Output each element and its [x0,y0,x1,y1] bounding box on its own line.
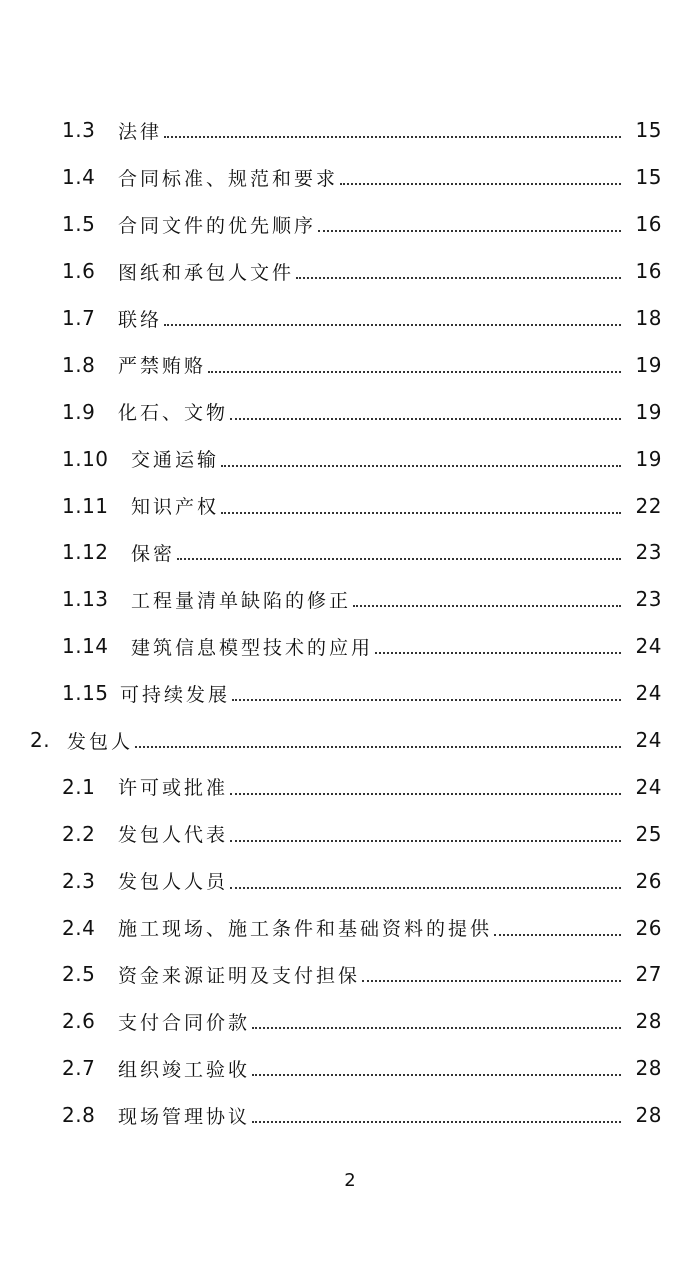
toc-entry-page: 27 [635,962,662,987]
dot-leader [230,418,621,420]
dot-leader [164,324,621,326]
toc-entry-title: 交通运输 [131,449,220,472]
toc-entry-page: 19 [635,399,662,424]
dot-leader [135,746,621,748]
toc-entry-1-8[interactable] [0,341,700,388]
dot-leader [232,699,621,701]
dot-leader [252,1027,621,1029]
toc-entry-title: 组织竣工验收 [118,1058,251,1081]
toc-entry-title: 合同标准、规范和要求 [118,167,339,190]
toc-entry-number: 2.2 [62,821,96,846]
toc-entry-number: 2.3 [62,868,96,893]
toc-entry-1-13[interactable] [0,576,700,623]
toc-entry-number: 1.6 [62,259,96,284]
toc-entry-title: 施工现场、施工条件和基础资料的提供 [118,918,493,941]
toc-entry-2-2[interactable] [0,810,700,857]
toc-entry-page: 19 [635,352,662,377]
toc-entry-number: 1.7 [62,306,96,330]
dot-leader [208,371,621,373]
toc-entry-title: 法律 [118,120,163,143]
toc-entry-2-8[interactable] [0,1092,700,1139]
toc-entry-number: 1.13 [62,587,109,612]
toc-entry-number: 1.11 [62,493,109,518]
toc-entry-title: 资金来源证明及支付担保 [118,964,361,987]
toc-entry-page: 26 [635,915,662,940]
toc-entry-title: 可持续发展 [120,683,231,706]
toc-entry-1-6[interactable] [0,248,700,295]
toc-entry-page: 16 [635,259,662,284]
toc-entry-page: 24 [635,774,662,799]
toc-entry-title: 保密 [131,542,176,565]
toc-entry-2-1[interactable] [0,763,700,810]
toc-entry-page: 22 [635,493,662,518]
toc-entry-number: 1.10 [62,446,109,471]
toc-entry-page: 15 [635,118,662,143]
toc-entry-number: 1.3 [62,118,96,143]
toc-entry-2-4[interactable] [0,904,700,951]
toc-entry-page: 24 [635,634,662,659]
dot-leader [164,136,621,138]
toc-entry-number: 1.5 [62,212,96,237]
toc-entry-number: 1.4 [62,165,96,190]
toc-entry-number: 2.5 [62,962,96,987]
toc-entry-number: 2.7 [62,1056,96,1081]
toc-entry-page: 28 [635,1009,662,1034]
toc-entry-title: 建筑信息模型技术的应用 [131,636,374,659]
dot-leader [362,980,621,982]
dot-leader [221,512,621,514]
toc-entry-page: 19 [635,446,662,471]
toc-entry-title: 许可或批准 [118,777,229,800]
toc-entry-number: 1.12 [62,540,109,565]
toc-entry-1-5[interactable] [0,201,700,248]
toc-entry-page: 15 [635,165,662,190]
toc-entry-1-12[interactable] [0,529,700,576]
dot-leader [230,793,621,795]
toc-entry-title: 化石、文物 [118,402,229,425]
dot-leader [375,652,621,654]
toc-entry-number: 2.8 [62,1103,96,1128]
dot-leader [177,558,621,560]
toc-entry-title: 工程量清单缺陷的修正 [131,589,352,612]
dot-leader [353,605,621,607]
dot-leader [230,887,621,889]
dot-leader [252,1074,621,1076]
toc-entry-page: 23 [635,587,662,612]
toc-entry-number: 1.8 [62,352,96,377]
toc-entry-page: 18 [635,306,662,330]
dot-leader [296,277,621,279]
dot-leader [221,465,621,467]
toc-entry-number: 2.1 [62,774,96,799]
dot-leader [252,1121,621,1123]
toc-entry-title: 知识产权 [131,496,220,519]
toc-entry-page: 24 [635,681,662,706]
toc-entry-title: 发包人人员 [118,871,229,894]
toc-entry-number: 2. [30,728,51,753]
toc-entry-title: 发包人代表 [118,824,229,847]
toc-entry-title: 图纸和承包人文件 [118,261,295,284]
toc-entry-1-11[interactable] [0,482,700,529]
dot-leader [340,183,621,185]
toc-entry-page: 23 [635,540,662,565]
toc-entry-number: 2.6 [62,1009,96,1034]
toc-entry-title: 现场管理协议 [118,1105,251,1128]
toc-entry-1-7[interactable] [0,295,700,342]
toc-entry-page: 16 [635,212,662,237]
toc-entry-number: 1.14 [62,634,109,659]
toc-entry-number: 2.4 [62,915,96,940]
toc-entry-2-5[interactable] [0,951,700,998]
toc-entry-title: 发包人 [67,730,134,753]
dot-leader [494,934,621,936]
dot-leader [318,230,621,232]
dot-leader [230,840,621,842]
toc-entry-number: 1.15 [62,681,109,706]
toc-entry-1-4[interactable] [0,154,700,201]
toc-entry-title: 联络 [118,308,163,331]
toc-entry-page: 28 [635,1103,662,1128]
toc-entry-1-14[interactable] [0,623,700,670]
toc-entry-2[interactable] [0,717,700,764]
toc-entry-title: 合同文件的优先顺序 [118,214,317,237]
toc-entry-title: 严禁贿赂 [118,355,207,378]
toc-entry-1-10[interactable] [0,435,700,482]
toc-entry-page: 24 [635,728,662,753]
page-number: 2 [344,1170,356,1191]
toc-entry-page: 25 [635,821,662,846]
toc-entry-1-9[interactable] [0,388,700,435]
toc-entry-1-15[interactable] [0,670,700,717]
table-of-contents [0,107,700,1139]
toc-entry-2-7[interactable] [0,1045,700,1092]
toc-entry-title: 支付合同价款 [118,1011,251,1034]
toc-entry-number: 1.9 [62,399,96,424]
toc-entry-1-3[interactable] [0,107,700,154]
toc-entry-2-6[interactable] [0,998,700,1045]
toc-entry-2-3[interactable] [0,857,700,904]
toc-entry-page: 26 [635,868,662,893]
toc-entry-page: 28 [635,1056,662,1081]
